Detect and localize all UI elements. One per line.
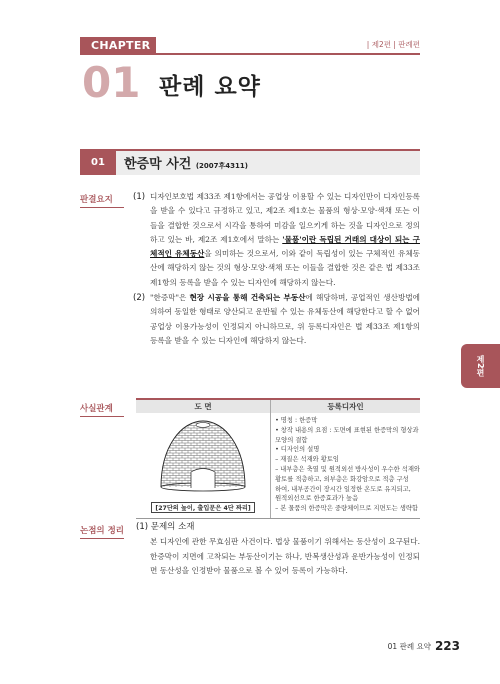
table-row: [136, 413, 420, 518]
description-line: • 창작 내용의 요점 : 도면에 표현된 한증막의 형상과: [275, 426, 419, 434]
case-title: [124, 153, 248, 172]
issues-label: 논점의 정리: [80, 524, 124, 539]
drawing-cell: [136, 413, 271, 518]
case-title-text: 한증막 사건: [124, 157, 192, 172]
design-description: [271, 413, 420, 514]
holding-paragraph-1: [133, 190, 420, 290]
holdings-label: 판결요지: [80, 193, 124, 208]
holding-paragraph-2: [133, 291, 420, 348]
description-line: • 명칭 : 한증막: [275, 417, 318, 424]
description-line: 하여, 내부공간이 장시간 일정한 온도로 유지되고,: [275, 485, 411, 493]
case-number: 01: [80, 151, 116, 175]
breadcrumb: | 제2편 | 판례편: [366, 40, 420, 49]
case-header: [80, 149, 420, 175]
issue-heading: (1) 문제의 소재: [136, 522, 195, 532]
page-number: 223: [434, 639, 460, 653]
table-header-design: 등록디자인: [271, 399, 420, 413]
chapter-number: 01: [82, 58, 141, 107]
chapter-tab: CHAPTER: [80, 37, 156, 54]
holding-2-text-b: 에 해당하며, 공업적인 생산방법에 의하여 동일한 형태로 양산되고 운반될 수 있는 유체동산에 해당한다고 할 수 없어 공업상 이용가능성이 인정되지 아니하므로, 위 등록디자인은 법 제33조 제1항의 등록을 받을 수 있는 디자인에 해당하지 않는다.: [150, 293, 420, 345]
description-line: 원적외선으로 한증효과가 높음: [275, 495, 359, 503]
description-line: 황토를 적층하고, 외부층은 화강암으로 적층 구성: [275, 475, 409, 483]
holding-1-text-a: 디자인보호법 제33조 제1항에서는 공업상 이용할 수 있는 디자인만이 디자인등록을 받을 수 있다고 규정하고 있고, 제2조 제1호는 물품의 형상·모양·색채 또는 이들을 결합한 것으로서 시각을 통하여 미감을 일으키게 하는 것을 디자인으로 정의하고 있는 바, 제2조 제1호에서 말하는: [150, 192, 420, 244]
page-footer: [388, 639, 460, 653]
holding-marker-2: (2): [133, 293, 146, 303]
side-tab[interactable]: 제2편: [461, 344, 500, 388]
dome-drawing: [155, 415, 251, 495]
chapter-title: 판례 요약: [159, 74, 261, 100]
holding-marker-1: (1): [133, 192, 146, 202]
description-line: – 내부층은 축열 및 원적외선 방사성이 우수한 석재와: [275, 465, 420, 473]
design-description-cell: [271, 413, 420, 518]
description-line: • 디자인의 설명: [275, 446, 320, 454]
holding-1-text-b: 을 의미하는 것으로서, 이와 같이 독립성이 있는 구체적인 유체동산에 해당하지 않는 것의 형상·모양·색채 또는 이들을 결합한 것은 같은 법 제33조 제1항의 등록을 받을 수 있는 디자인에 해당하지 않는다.: [150, 249, 420, 287]
holding-2-text-a: "한증막"은: [150, 293, 190, 302]
case-docket-number: (2007후4311): [195, 162, 248, 170]
header-rule: [80, 53, 420, 55]
description-line: 모양의 결합: [275, 436, 308, 444]
holding-1-emphasis: '물품'이란 독립된 거래의 대상이 되는 구체적인 유체동산: [150, 234, 420, 259]
table-header-drawing: 도 면: [136, 399, 271, 413]
drawing-caption: [27단의 높이, 출입문은 4단 짜리]: [151, 502, 254, 513]
description-line: – 재질은 석재와 황토임: [275, 456, 339, 464]
facts-table: [136, 398, 420, 519]
description-line: – 본 물품의 한증막은 중량체이므로 지면도는 생략함: [275, 505, 418, 513]
issue-text: 본 디자인에 관한 무효심판 사건이다. 법상 물품이기 위해서는 동산성이 요구된다. 한증막이 지면에 고착되는 부동산이기는 하나, 반복생산성과 운반가능성이 인정되면 동산성을 인정받아 물품으로 볼 수 있어 등록이 가능하다.: [150, 537, 420, 576]
footer-section: 01 판례 요약: [387, 642, 431, 651]
holding-2-emphasis: 현장 시공을 통해 건축되는 부동산: [189, 293, 306, 302]
facts-label: 사실관계: [80, 402, 124, 417]
